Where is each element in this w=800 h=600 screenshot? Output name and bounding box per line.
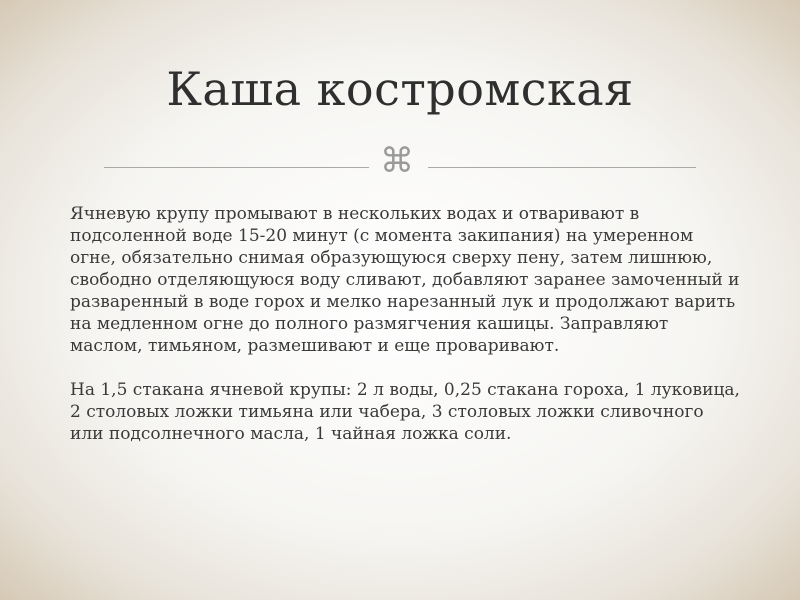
- recipe-ingredients: На 1,5 стакана ячневой крупы: 2 л воды, 0,25 стакана гороха, 1 луковица, 2 столовых ложки тимьяна или чабера, 3 столовых ложки сливочного или подсолнечного масла, 1 чайная ложка соли.: [70, 380, 740, 444]
- recipe-instructions: Ячневую крупу промывают в нескольких водах и отваривают в подсоленной воде 15-20 минут (с момента закипания) на умеренном огне, обязательно снимая образующуюся сверху пену, затем лишнюю, свободно отделяющуюся воду сливают, добавляют заранее замоченный и разваренный в воде горох и мелко нарезанный лук и продолжают варить на медленном огне до полного размягчения кашицы. Заправляют маслом, тимьяном, размешивают и еще проваривают.: [70, 204, 740, 356]
- slide-body: [70, 203, 740, 467]
- divider-line-right: [428, 167, 696, 168]
- title-divider: [0, 137, 800, 187]
- ornament-icon: ⌘: [380, 141, 414, 181]
- divider-line-left: [104, 167, 369, 168]
- slide-title: Каша костромская: [166, 62, 634, 116]
